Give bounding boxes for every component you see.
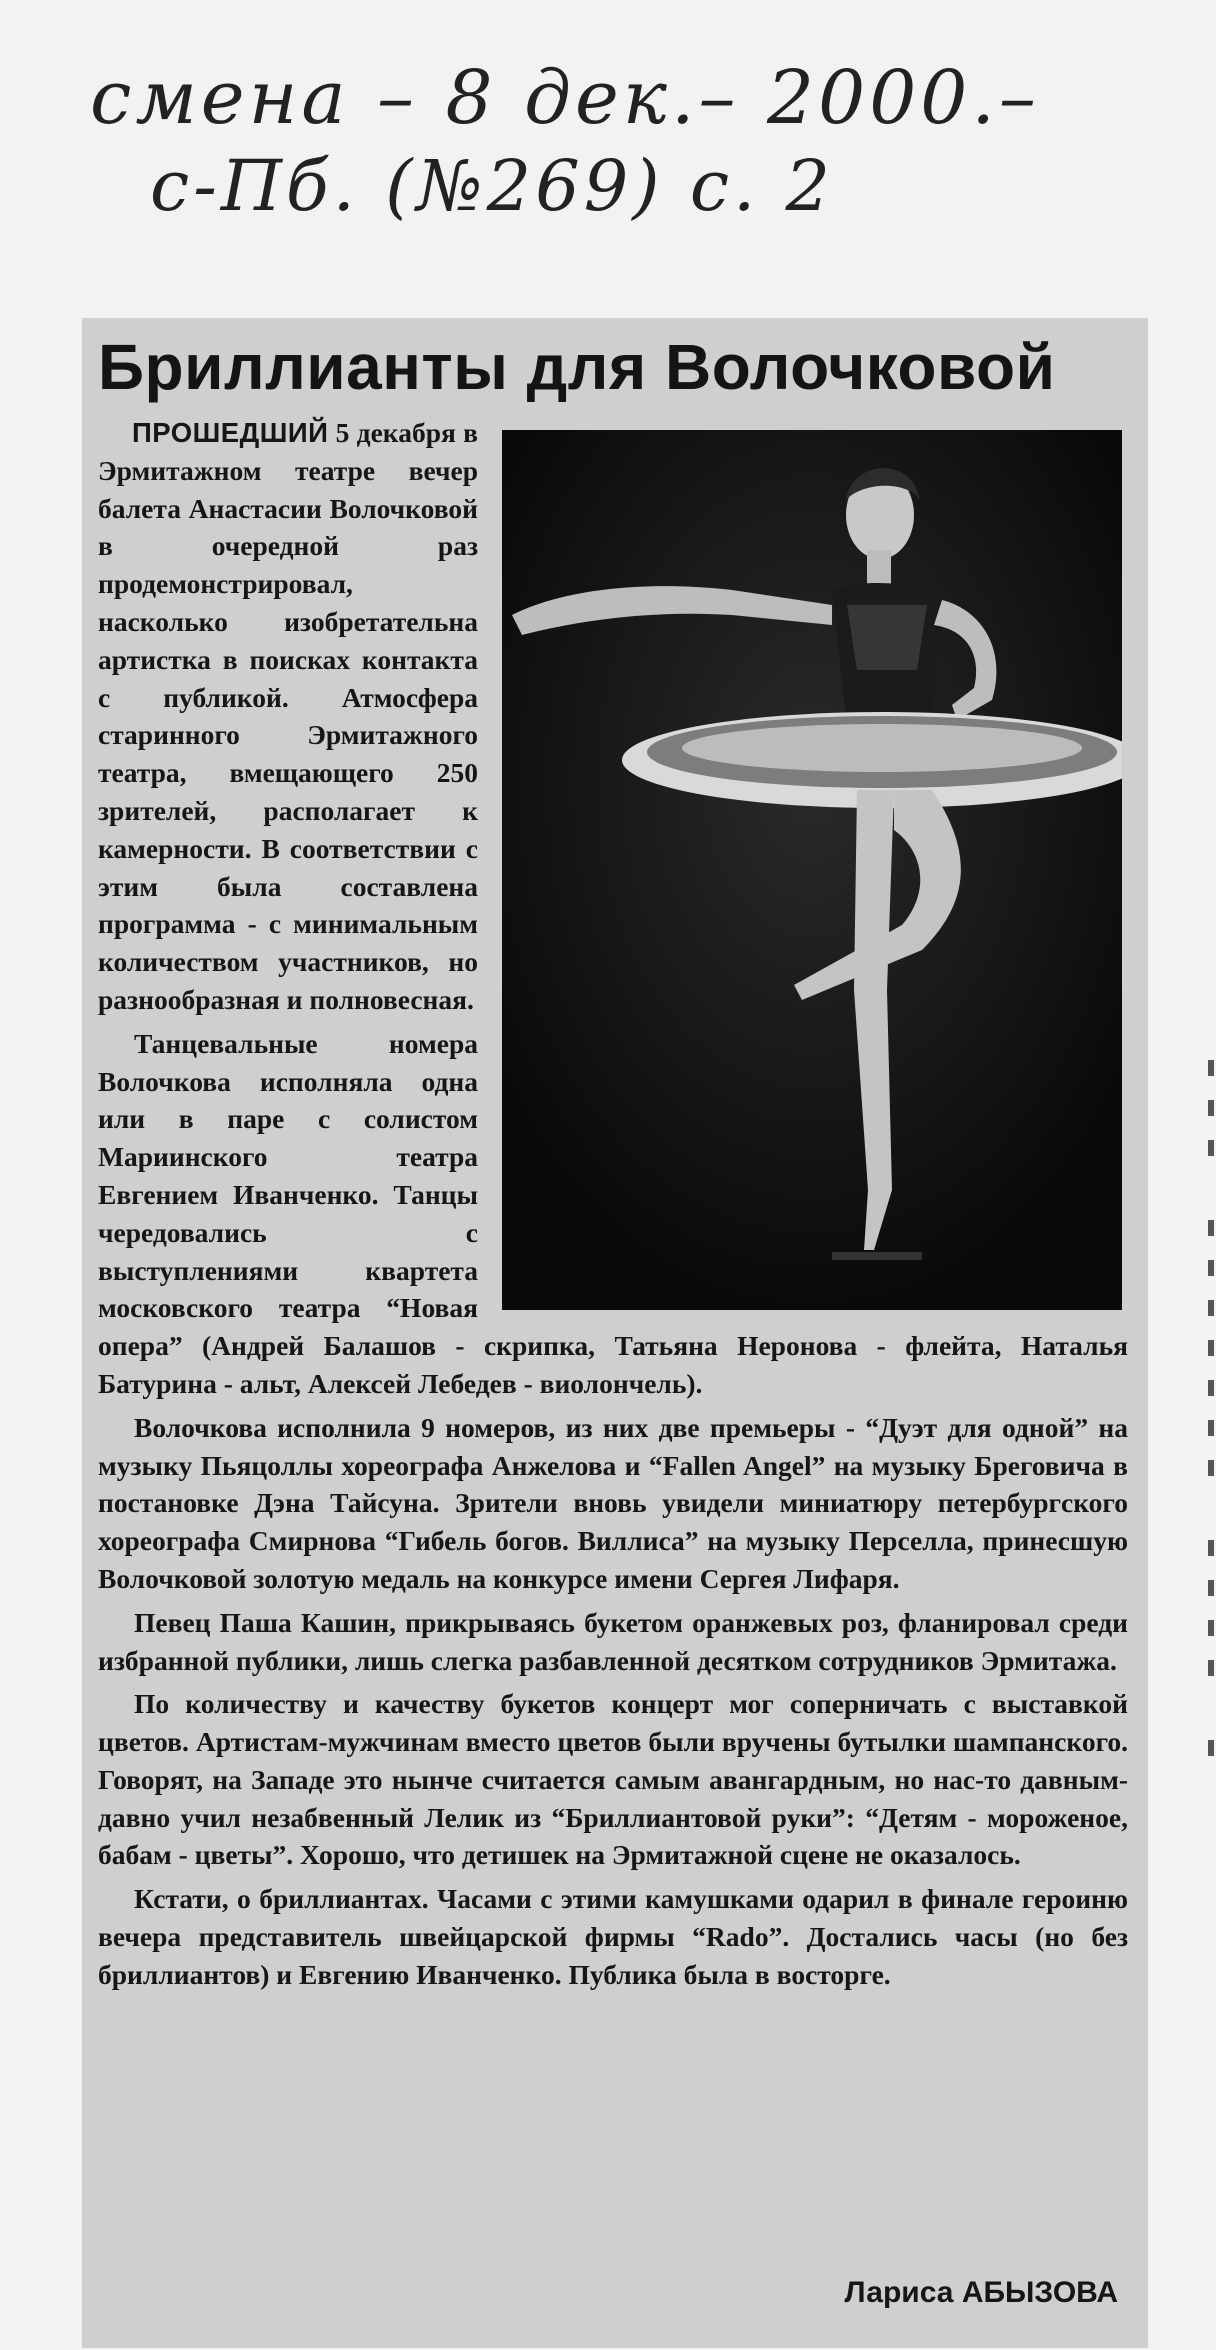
- annotation-line-1: смена – 8 дек.– 2000.–: [90, 55, 1040, 141]
- newspaper-clipping: [82, 318, 1148, 2348]
- article-paragraph-3: Волочкова исполнила 9 номеров, из них две премьеры - “Дуэт для одной” на музыку Пьяцоллы хореографа Анжелова и “Fallen Angel” на музыку Бреговича в постановке Дэна Тайсуна. Зрители вновь увидели миниатюру петербургского хореографа Смирнова “Гибель богов. Виллиса” на музыку Перселла, принесшую Волочковой золотую медаль на конкурсе имени Сергея Лифаря.: [98, 1411, 1128, 1594]
- article-byline: Лариса АБЫЗОВА: [844, 2276, 1118, 2309]
- article-paragraph-4: Певец Паша Кашин, прикрываясь букетом оранжевых роз, фланировал среди избранной публики, лишь слегка разбавленной десятком сотрудников Эрмитажа.: [98, 1606, 1128, 1676]
- paragraph-text: 5 декабря в Эрмитажном театре вечер балета Анастасии Волочковой в очередной раз продемонстрировал, насколько изобретательна артистка в поисках контакта с публикой. Атмосфера старинного Эрмитажного театра, вмещающего 250 зрителей, располагает к камерности. В соответствии с этим была составлена программа - с минимальным количеством участников, но разнообразная и полновесная.: [98, 417, 478, 1015]
- article-paragraph-2: Танцевальные номера Волочкова исполняла одна или в паре с солистом Мариинского театра Евгением Иванченко. Танцы чередовались с выступлениями квартета московского театра “Новая опера” (Андрей Балашов - скрипка, Татьяна Неронова - флейта, Наталья Батурина - альт, Алексей Лебедев - виолончель).: [98, 1027, 1128, 1399]
- ballerina-photo: [502, 430, 1122, 1310]
- adjacent-column-edge: [1202, 1040, 1216, 1800]
- article-body: [98, 414, 1128, 1994]
- article-paragraph-5: По количеству и качеству букетов концерт мог соперничать с выставкой цветов. Артистам-мужчинам вместо цветов были вручены бутылки шампанского. Говорят, на Западе это нынче считается самым авангардным, но нас-то давным-давно учил незабвенный Лелик из “Бриллиантовой руки”: “Детям - мороженое, бабам - цветы”. Хорошо, что детишек на Эрмитажной сцене не оказалось.: [98, 1688, 1128, 1871]
- article-paragraph-6: Кстати, о бриллиантах. Часами с этими камушками одарил в финале героиню вечера представитель швейцарской фирмы “Rado”. Достались часы (но без бриллиантов) и Евгению Иванченко. Публика была в восторге.: [98, 1883, 1128, 1990]
- annotation-line-2: с-Пб. (№269) с. 2: [150, 145, 835, 227]
- article-headline: Бриллианты для Волочковой: [98, 331, 1056, 403]
- ballerina-figure-illustration: [502, 430, 1122, 1310]
- lead-word: ПРОШЕДШИЙ: [132, 417, 329, 448]
